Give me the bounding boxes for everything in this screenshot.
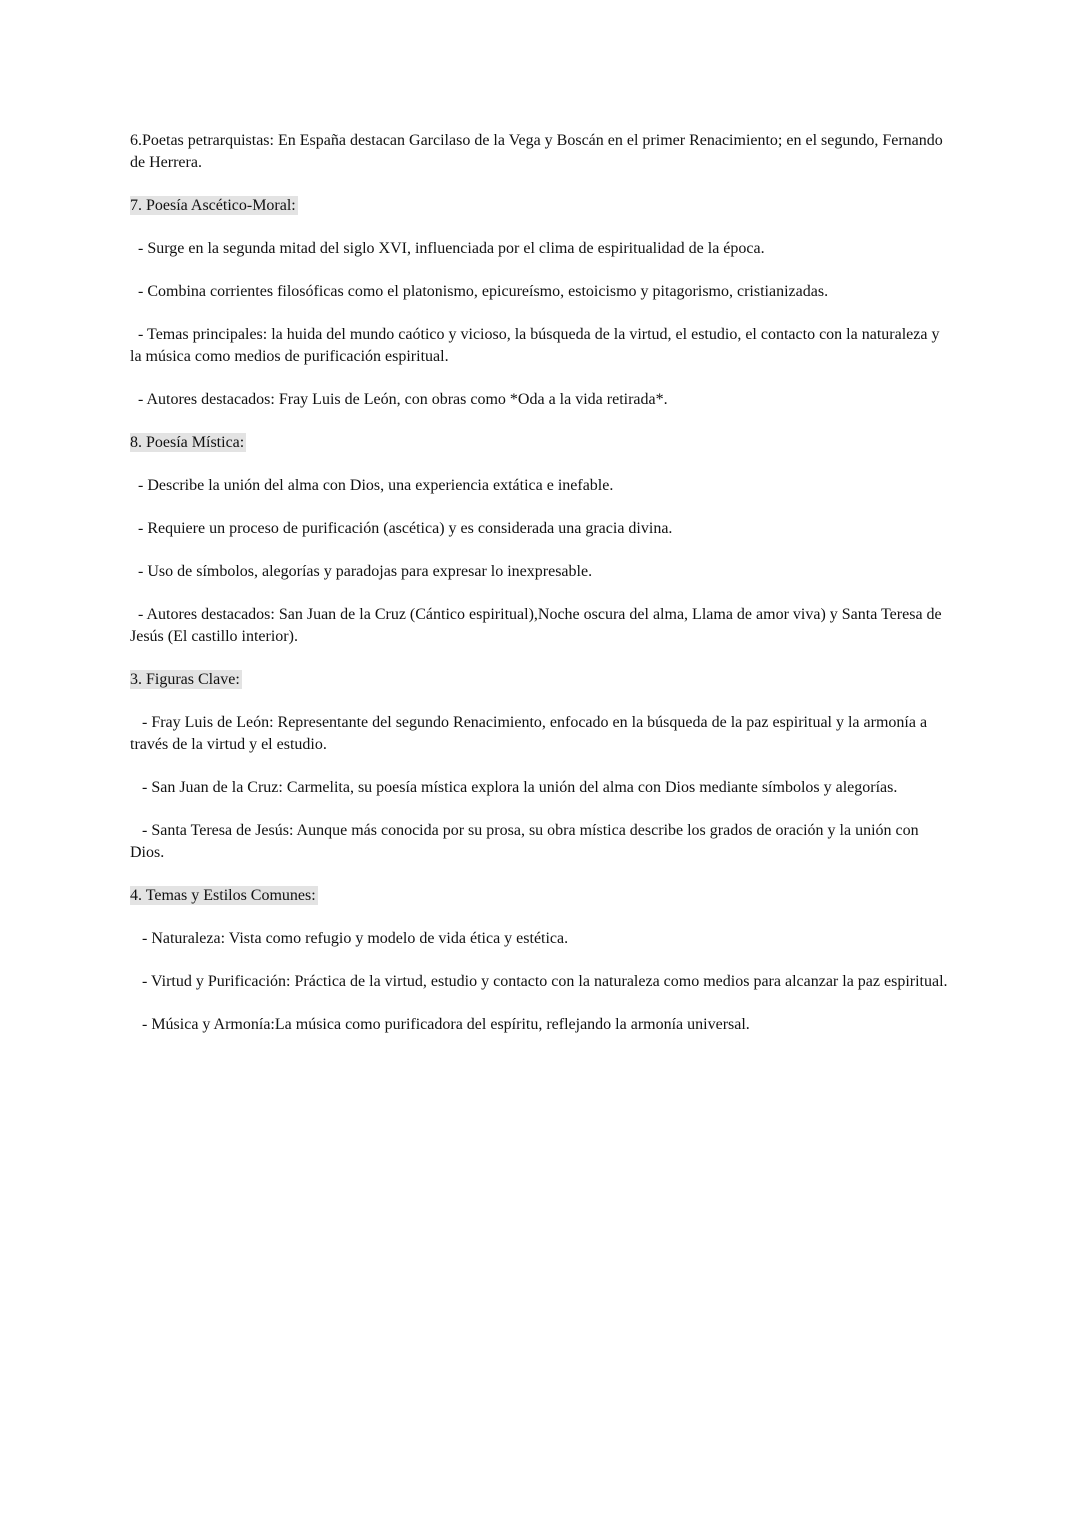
- document-page: [130, 130, 950, 1057]
- list-item: - Autores destacados: Fray Luis de León, con obras como *Oda a la vida retirada*.: [138, 391, 668, 408]
- list-item: - Fray Luis de León: Representante del segundo Renacimiento, enfocado en la búsqueda de la paz espiritual y la armonía a través de la virtud y el estudio.: [130, 714, 928, 753]
- section-poesia-mistica: [130, 432, 950, 648]
- section-poesia-ascetico-moral: [130, 195, 950, 411]
- section-heading: [130, 195, 950, 217]
- list-item: - Combina corrientes filosóficas como el platonismo, epicureísmo, estoicismo y pitagorismo, cristianizadas.: [138, 283, 829, 300]
- list-item: - Requiere un proceso de purificación (ascética) y es considerada una gracia divina.: [138, 520, 673, 537]
- list-item: - Surge en la segunda mitad del siglo XVI, influenciada por el clima de espiritualidad de la época.: [138, 240, 765, 257]
- section-heading-text: 3. Figuras Clave:: [130, 671, 240, 688]
- section-heading-text: 8. Poesía Mística:: [130, 434, 245, 451]
- section-heading-text: 7. Poesía Ascético-Moral:: [130, 197, 296, 214]
- list-item: - Autores destacados: San Juan de la Cruz (Cántico espiritual),Noche oscura del alma, Llama de amor viva) y Santa Teresa de Jesús (El castillo interior).: [130, 606, 942, 645]
- section-heading: [130, 669, 950, 691]
- section-temas-y-estilos: [130, 885, 950, 1036]
- intro-paragraph: 6.Poetas petrarquistas: En España destacan Garcilaso de la Vega y Boscán en el primer Renacimiento; en el segundo, Fernando de Herrera.: [130, 132, 943, 171]
- list-item: - Describe la unión del alma con Dios, una experiencia extática e inefable.: [138, 477, 614, 494]
- section-figuras-clave: [130, 669, 950, 864]
- list-item: - Virtud y Purificación: Práctica de la virtud, estudio y contacto con la naturaleza como medios para alcanzar la paz espiritual.: [142, 973, 948, 990]
- list-item: - Santa Teresa de Jesús: Aunque más conocida por su prosa, su obra mística describe los grados de oración y la unión con Dios.: [130, 822, 919, 861]
- list-item: - Música y Armonía:La música como purificadora del espíritu, reflejando la armonía universal.: [142, 1016, 750, 1033]
- list-item: - San Juan de la Cruz: Carmelita, su poesía mística explora la unión del alma con Dios mediante símbolos y alegorías.: [142, 779, 898, 796]
- section-heading: [130, 885, 950, 907]
- list-item: - Naturaleza: Vista como refugio y modelo de vida ética y estética.: [142, 930, 569, 947]
- list-item: - Uso de símbolos, alegorías y paradojas para expresar lo inexpresable.: [138, 563, 593, 580]
- section-heading-text: 4. Temas y Estilos Comunes:: [130, 887, 316, 904]
- list-item: - Temas principales: la huida del mundo caótico y vicioso, la búsqueda de la virtud, el estudio, el contacto con la naturaleza y la música como medios de purificación espiritual.: [130, 326, 940, 365]
- section-heading: [130, 432, 950, 454]
